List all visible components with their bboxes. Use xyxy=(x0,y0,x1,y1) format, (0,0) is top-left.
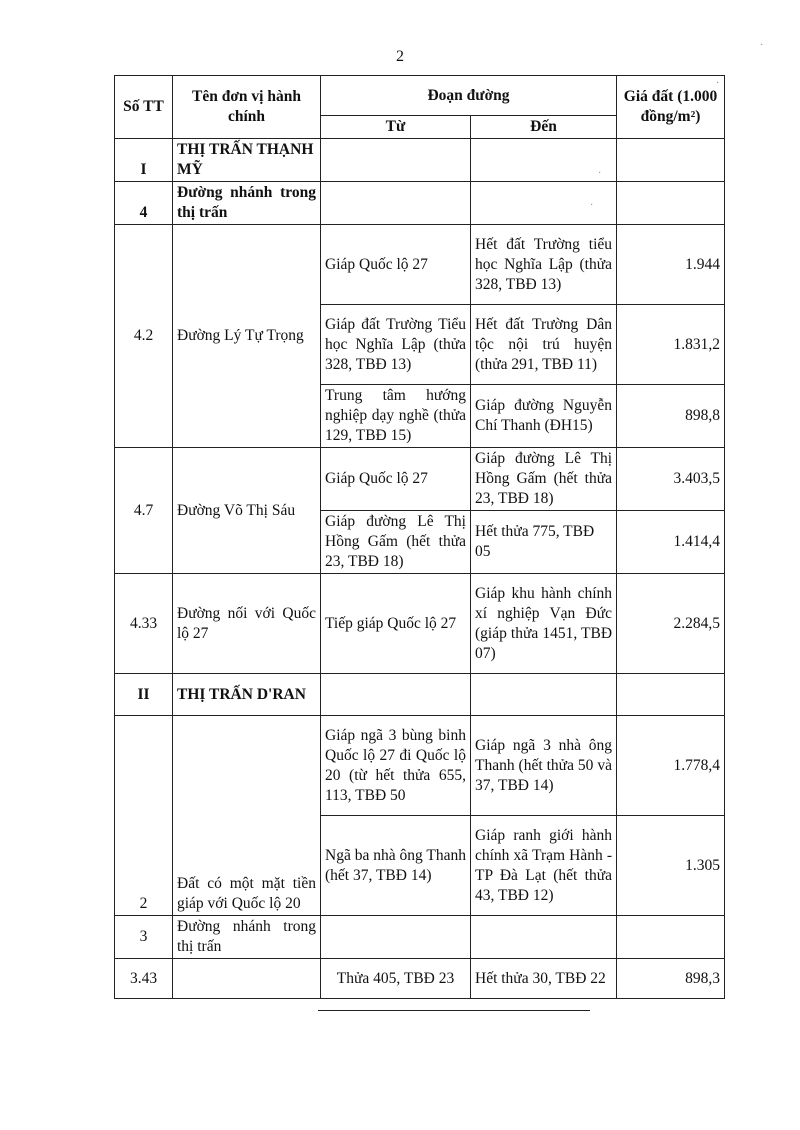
scan-speck: · xyxy=(716,78,720,89)
to-cell: Giáp đường Lê Thị Hồng Gấm (hết thửa 23, TBĐ 18) xyxy=(471,448,617,511)
stt-cell: 3.43 xyxy=(115,959,173,999)
header-stt: Số TT xyxy=(115,76,173,139)
stt-cell: II xyxy=(115,674,173,716)
land-price-table xyxy=(114,75,725,999)
from-cell: Giáp đất Trường Tiểu học Nghĩa Lập (thửa 328, TBĐ 13) xyxy=(321,305,471,385)
from-cell xyxy=(321,182,471,225)
from-cell: Ngã ba nhà ông Thanh (hết 37, TBĐ 14) xyxy=(321,816,471,916)
unit-name-cell: Đường Võ Thị Sáu xyxy=(173,448,321,574)
header-unit-name: Tên đơn vị hành chính xyxy=(173,76,321,139)
table-row xyxy=(115,448,725,511)
stt-cell: I xyxy=(115,139,173,182)
to-cell: Hết đất Trường Dân tộc nội trú huyện (thửa 291, TBĐ 11) xyxy=(471,305,617,385)
unit-name-cell: THỊ TRẤN THẠNH MỸ xyxy=(173,139,321,182)
stt-cell: 4.7 xyxy=(115,448,173,574)
to-cell xyxy=(471,139,617,182)
unit-name-cell: Đường Lý Tự Trọng xyxy=(173,225,321,448)
scan-speck: · xyxy=(590,200,594,211)
table-row xyxy=(115,225,725,305)
table-row xyxy=(115,674,725,716)
price-cell: 2.284,5 xyxy=(617,574,725,674)
to-cell: Giáp khu hành chính xí nghiệp Vạn Đức (giáp thửa 1451, TBĐ 07) xyxy=(471,574,617,674)
from-cell: Giáp Quốc lộ 27 xyxy=(321,448,471,511)
to-cell xyxy=(471,916,617,959)
unit-name-cell xyxy=(173,959,321,999)
scan-speck: · xyxy=(760,40,764,51)
table-row xyxy=(115,716,725,816)
from-cell xyxy=(321,139,471,182)
price-cell: 1.944 xyxy=(617,225,725,305)
price-cell xyxy=(617,674,725,716)
to-cell: Hết thửa 30, TBĐ 22 xyxy=(471,959,617,999)
to-cell: Giáp ngã 3 nhà ông Thanh (hết thửa 50 và 37, TBĐ 14) xyxy=(471,716,617,816)
from-cell: Thửa 405, TBĐ 23 xyxy=(321,959,471,999)
unit-name-cell: Đường nhánh trong thị trấn xyxy=(173,916,321,959)
price-cell: 1.305 xyxy=(617,816,725,916)
from-cell: Giáp Quốc lộ 27 xyxy=(321,225,471,305)
from-cell: Giáp đường Lê Thị Hồng Gấm (hết thửa 23, TBĐ 18) xyxy=(321,511,471,574)
price-cell xyxy=(617,916,725,959)
stt-cell: 3 xyxy=(115,916,173,959)
to-cell xyxy=(471,674,617,716)
price-cell: 1.831,2 xyxy=(617,305,725,385)
price-cell: 1.778,4 xyxy=(617,716,725,816)
footer-rule xyxy=(318,1010,590,1011)
stt-cell: 4.2 xyxy=(115,225,173,448)
price-cell xyxy=(617,182,725,225)
unit-name-cell: Đường nhánh trong thị trấn xyxy=(173,182,321,225)
from-cell: Trung tâm hướng nghiệp dạy nghề (thửa 129, TBĐ 15) xyxy=(321,385,471,448)
table-row xyxy=(115,139,725,182)
stt-cell: 4 xyxy=(115,182,173,225)
from-cell: Tiếp giáp Quốc lộ 27 xyxy=(321,574,471,674)
price-cell: 898,3 xyxy=(617,959,725,999)
from-cell: Giáp ngã 3 bùng binh Quốc lộ 27 đi Quốc lộ 20 (từ hết thửa 655, 113, TBĐ 50 xyxy=(321,716,471,816)
header-price-text: Giá đất (1.000 đồng/m²) xyxy=(623,88,718,125)
unit-name-cell: Đường nối với Quốc lộ 27 xyxy=(173,574,321,674)
price-cell: 3.403,5 xyxy=(617,448,725,511)
table-row xyxy=(115,574,725,674)
header-road-segment: Đoạn đường xyxy=(321,76,617,116)
stt-cell: 2 xyxy=(115,716,173,916)
stt-cell: 4.33 xyxy=(115,574,173,674)
to-cell: Giáp ranh giới hành chính xã Trạm Hành - TP Đà Lạt (hết thửa 43, TBĐ 12) xyxy=(471,816,617,916)
scan-speck: · xyxy=(598,168,602,179)
from-cell xyxy=(321,674,471,716)
to-cell: Giáp đường Nguyễn Chí Thanh (ĐH15) xyxy=(471,385,617,448)
price-cell: 1.414,4 xyxy=(617,511,725,574)
header-from: Từ xyxy=(321,116,471,139)
price-cell: 898,8 xyxy=(617,385,725,448)
header-price xyxy=(617,76,725,139)
price-cell xyxy=(617,139,725,182)
from-cell xyxy=(321,916,471,959)
to-cell: Hết đất Trường tiểu học Nghĩa Lập (thửa 328, TBĐ 13) xyxy=(471,225,617,305)
table-row xyxy=(115,182,725,225)
page-number: 2 xyxy=(396,48,404,65)
to-cell: Hết thửa 775, TBĐ 05 xyxy=(471,511,617,574)
header-to: Đến xyxy=(471,116,617,139)
unit-name-cell: THỊ TRẤN D'RAN xyxy=(173,674,321,716)
to-cell xyxy=(471,182,617,225)
table-row xyxy=(115,916,725,959)
table-row xyxy=(115,959,725,999)
unit-name-cell: Đất có một mặt tiền giáp với Quốc lộ 20 xyxy=(173,716,321,916)
